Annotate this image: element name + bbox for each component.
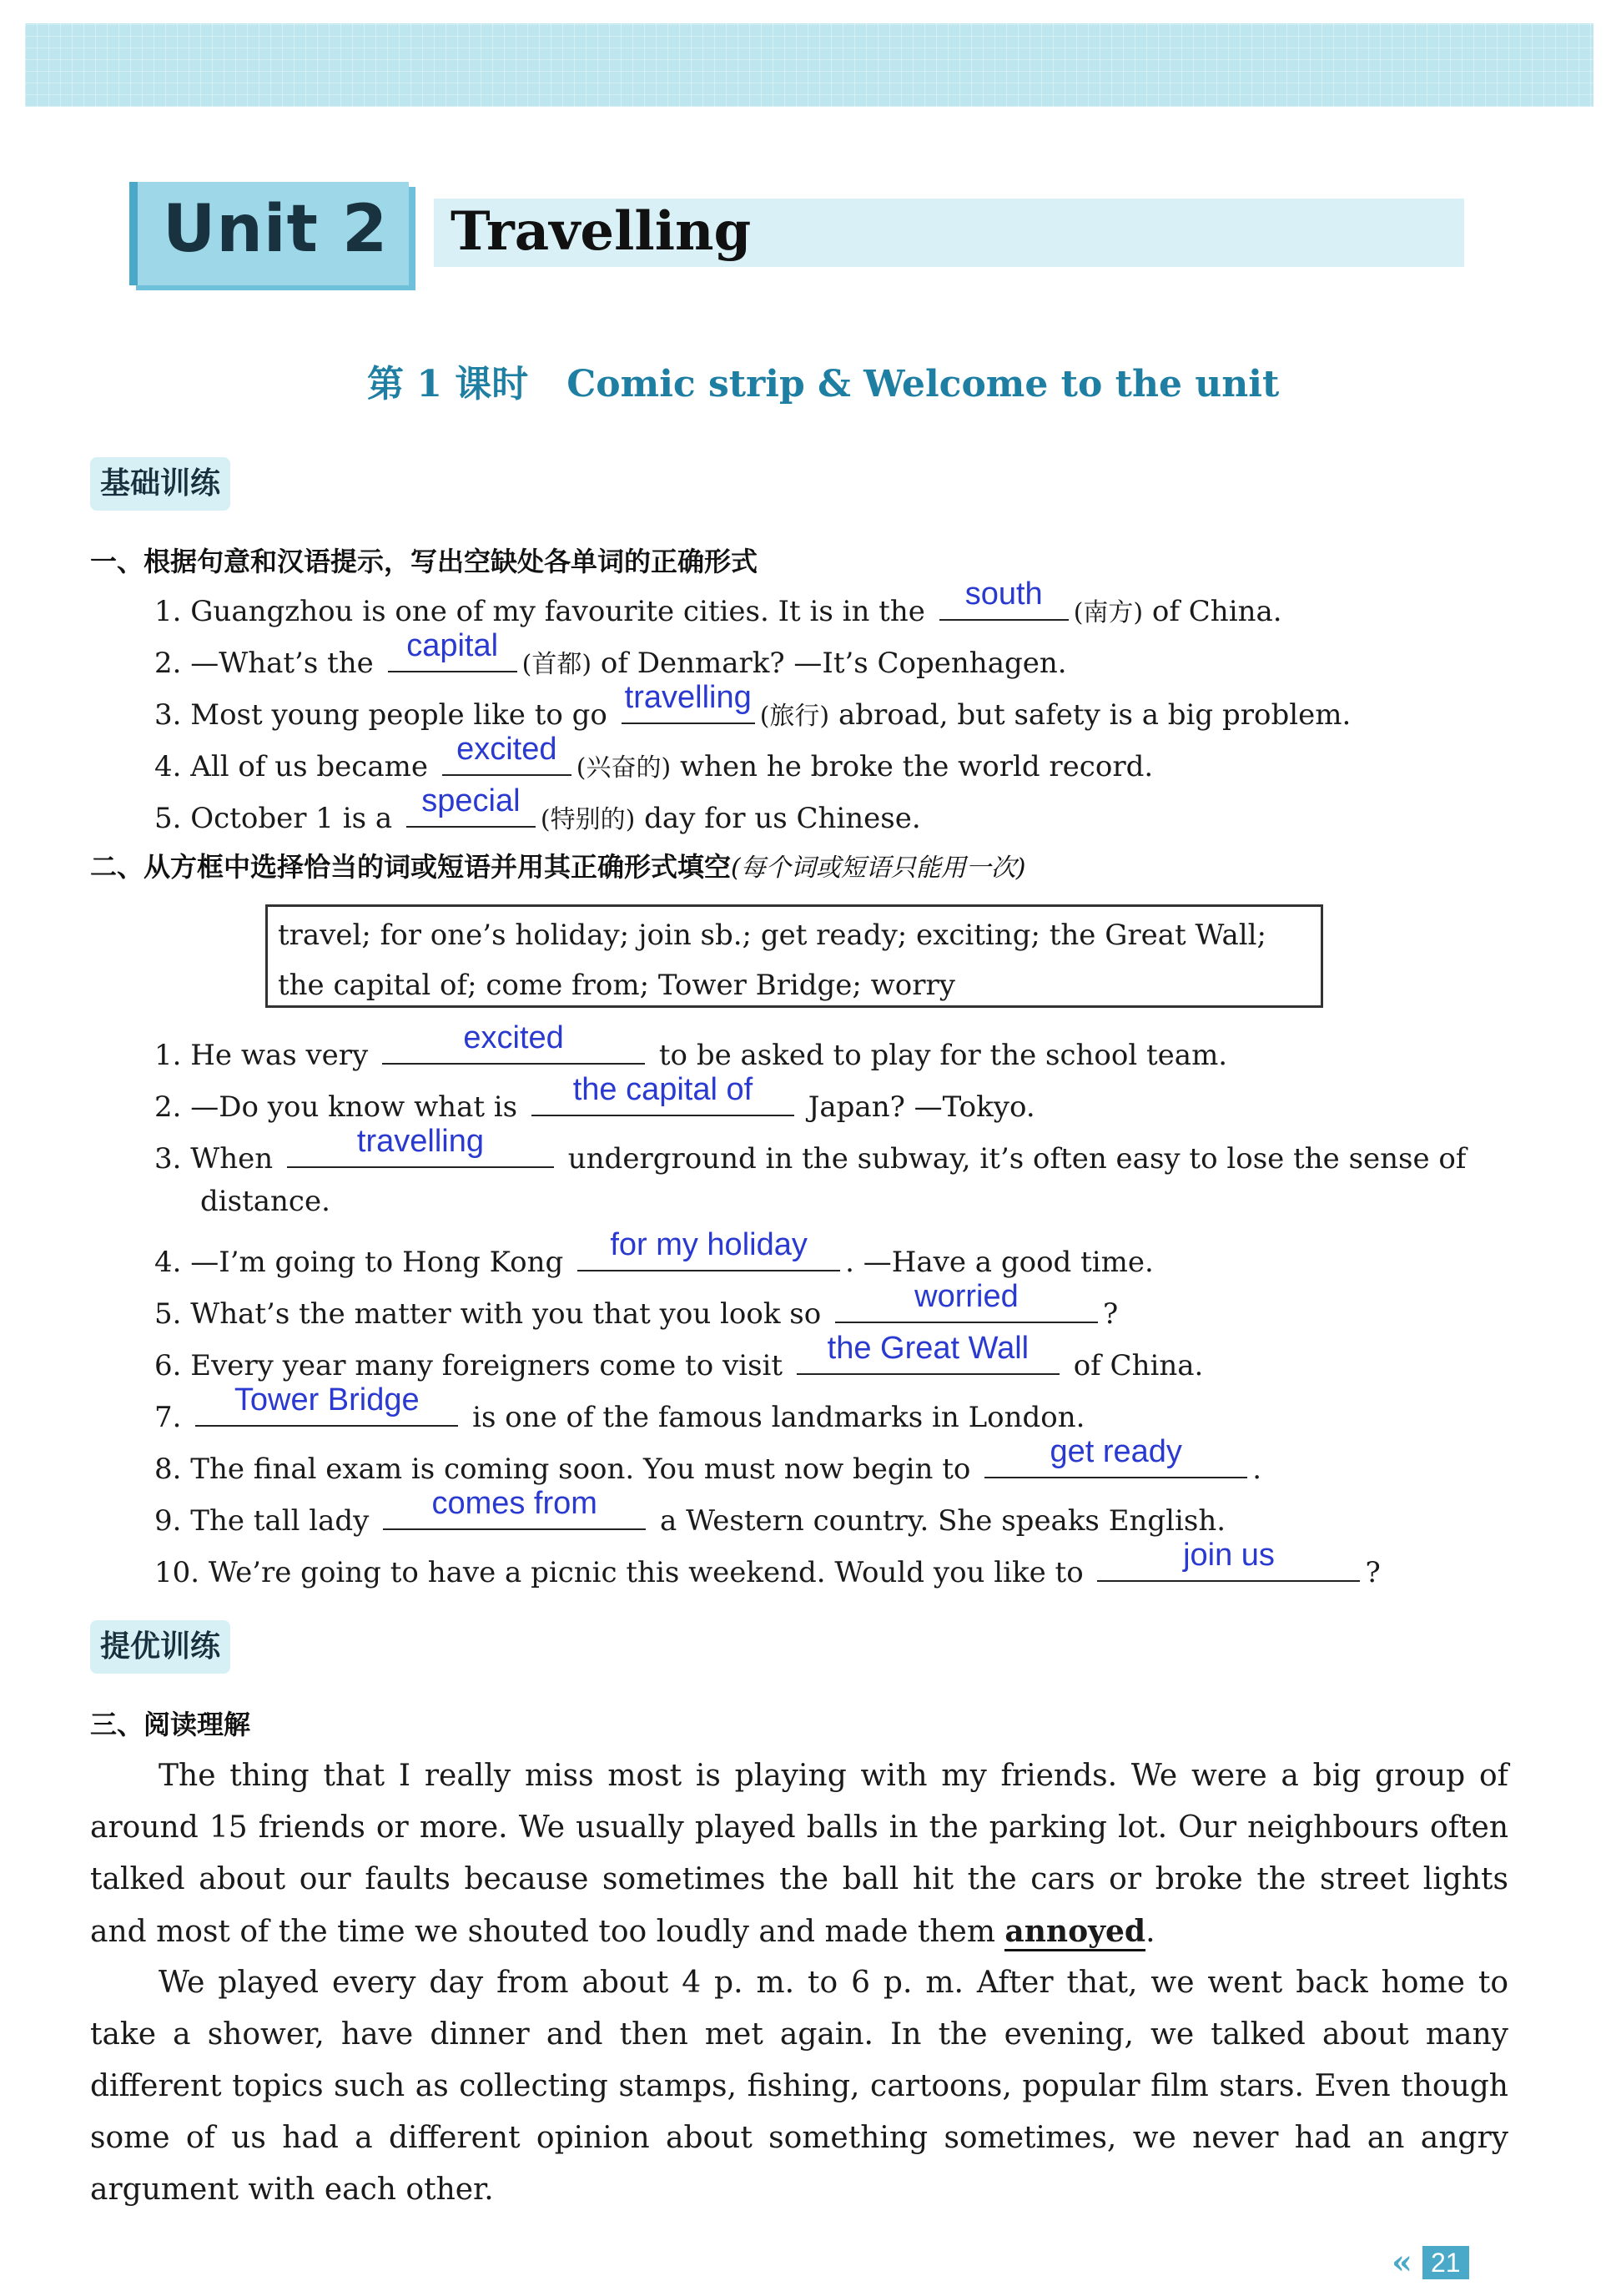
- answer-blank[interactable]: worried: [835, 1288, 1098, 1323]
- part2-item-2: 2. —Do you know what is the capital of Japan? —Tokyo.: [154, 1072, 1035, 1124]
- answer-blank[interactable]: for my holiday: [577, 1236, 840, 1271]
- part2-item-9: 9. The tall lady comes from a Western country. She speaks English.: [154, 1486, 1226, 1538]
- word-box-line-1: travel; for one’s holiday; join sb.; get ready; exciting; the Great Wall;: [278, 919, 1266, 952]
- part2-item-8: 8. The final exam is coming soon. You must now begin to get ready .: [154, 1434, 1262, 1486]
- answer-blank[interactable]: the capital of: [531, 1081, 794, 1116]
- part1-item-3: 3. Most young people like to go travelling (旅行) abroad, but safety is a big problem.: [154, 680, 1352, 732]
- unit-label: Unit 2: [163, 192, 389, 267]
- page-number: 21: [1422, 2246, 1469, 2279]
- part2-item-7: 7. Tower Bridge is one of the famous landmarks in London.: [154, 1382, 1085, 1434]
- lesson-title: [367, 354, 1279, 407]
- top-decorative-band: [25, 23, 1593, 107]
- answer-blank[interactable]: travelling: [287, 1133, 554, 1168]
- answer-blank[interactable]: Tower Bridge: [195, 1392, 458, 1427]
- answer-blank[interactable]: travelling: [622, 689, 755, 724]
- section-tag-advanced: [90, 1620, 230, 1674]
- section-tag-label: 提优训练: [100, 1629, 221, 1664]
- part2-item-1: 1. He was very excited to be asked to play for the school team.: [154, 1020, 1228, 1072]
- part2-item-3: 3. When travelling underground in the subway, it’s often easy to lose the sense of: [154, 1124, 1467, 1176]
- part1-item-5: 5. October 1 is a special (特别的) day for us Chinese.: [154, 783, 921, 835]
- part1-heading: 一、根据句意和汉语提示，写出空缺处各单词的正确形式: [90, 546, 758, 577]
- answer-blank[interactable]: south: [939, 586, 1069, 621]
- page-chevron-icon: «: [1392, 2243, 1412, 2282]
- section-tag-label: 基础训练: [100, 466, 221, 501]
- unit-title: Travelling: [451, 200, 752, 263]
- part1-item-4: 4. All of us became excited (兴奋的) when he broke the world record.: [154, 732, 1154, 783]
- key-word: annoyed: [1004, 1914, 1145, 1951]
- section-tag-basic: [90, 457, 230, 511]
- part3-heading: 三、阅读理解: [90, 1709, 251, 1740]
- part1-item-2: 2. —What’s the capital (首都) of Denmark? —It’s Copenhagen.: [154, 628, 1067, 680]
- answer-blank[interactable]: get ready: [984, 1443, 1247, 1478]
- answer-blank[interactable]: excited: [382, 1030, 645, 1065]
- answer-blank[interactable]: excited: [442, 741, 571, 776]
- part1-item-1: 1. Guangzhou is one of my favourite cities. It is in the south (南方) of China.: [154, 577, 1282, 628]
- word-box: [265, 904, 1323, 1008]
- part2-heading: 二、从方框中选择恰当的词或短语并用其正确形式填空(每个词或短语只能用一次): [90, 851, 1026, 883]
- lesson-name: Comic strip & Welcome to the unit: [566, 363, 1280, 405]
- part2-item-5: 5. What’s the matter with you that you look so worried ?: [154, 1279, 1119, 1331]
- reading-paragraph-1: The thing that I really miss most is playing with my friends. We were a big group of around 15 friends or more. We usually played balls in the parking lot. Our neighbours often talked about our faults because sometimes the ball hit the cars or broke the street lights and most of the time we shouted too loudly and made them annoyed.: [90, 1750, 1508, 1958]
- lesson-number: 第 1 课时: [367, 363, 529, 405]
- answer-blank[interactable]: comes from: [383, 1495, 646, 1530]
- answer-blank[interactable]: special: [406, 793, 536, 828]
- part2-item-6: 6. Every year many foreigners come to visit the Great Wall of China.: [154, 1331, 1204, 1382]
- part2-item-10: 10. We’re going to have a picnic this weekend. Would you like to join us ?: [154, 1538, 1381, 1589]
- word-box-line-2: the capital of; come from; Tower Bridge; worry: [278, 969, 955, 1002]
- reading-paragraph-2: We played every day from about 4 p. m. to 6 p. m. After that, we went back home to take a shower, have dinner and then met again. In the evening, we talked about many different topics such as collecting stamps, fishing, cartoons, popular film stars. Even though some of us had a different opinion about something sometimes, we never had an angry argument with each other.: [90, 1966, 1508, 2207]
- answer-blank[interactable]: the Great Wall: [797, 1340, 1060, 1375]
- part2-item-4: 4. —I’m going to Hong Kong for my holiday . —Have a good time.: [154, 1227, 1154, 1279]
- answer-blank[interactable]: join us: [1097, 1547, 1360, 1582]
- part2-item-3-continued: distance.: [200, 1185, 330, 1218]
- answer-blank[interactable]: capital: [388, 637, 517, 672]
